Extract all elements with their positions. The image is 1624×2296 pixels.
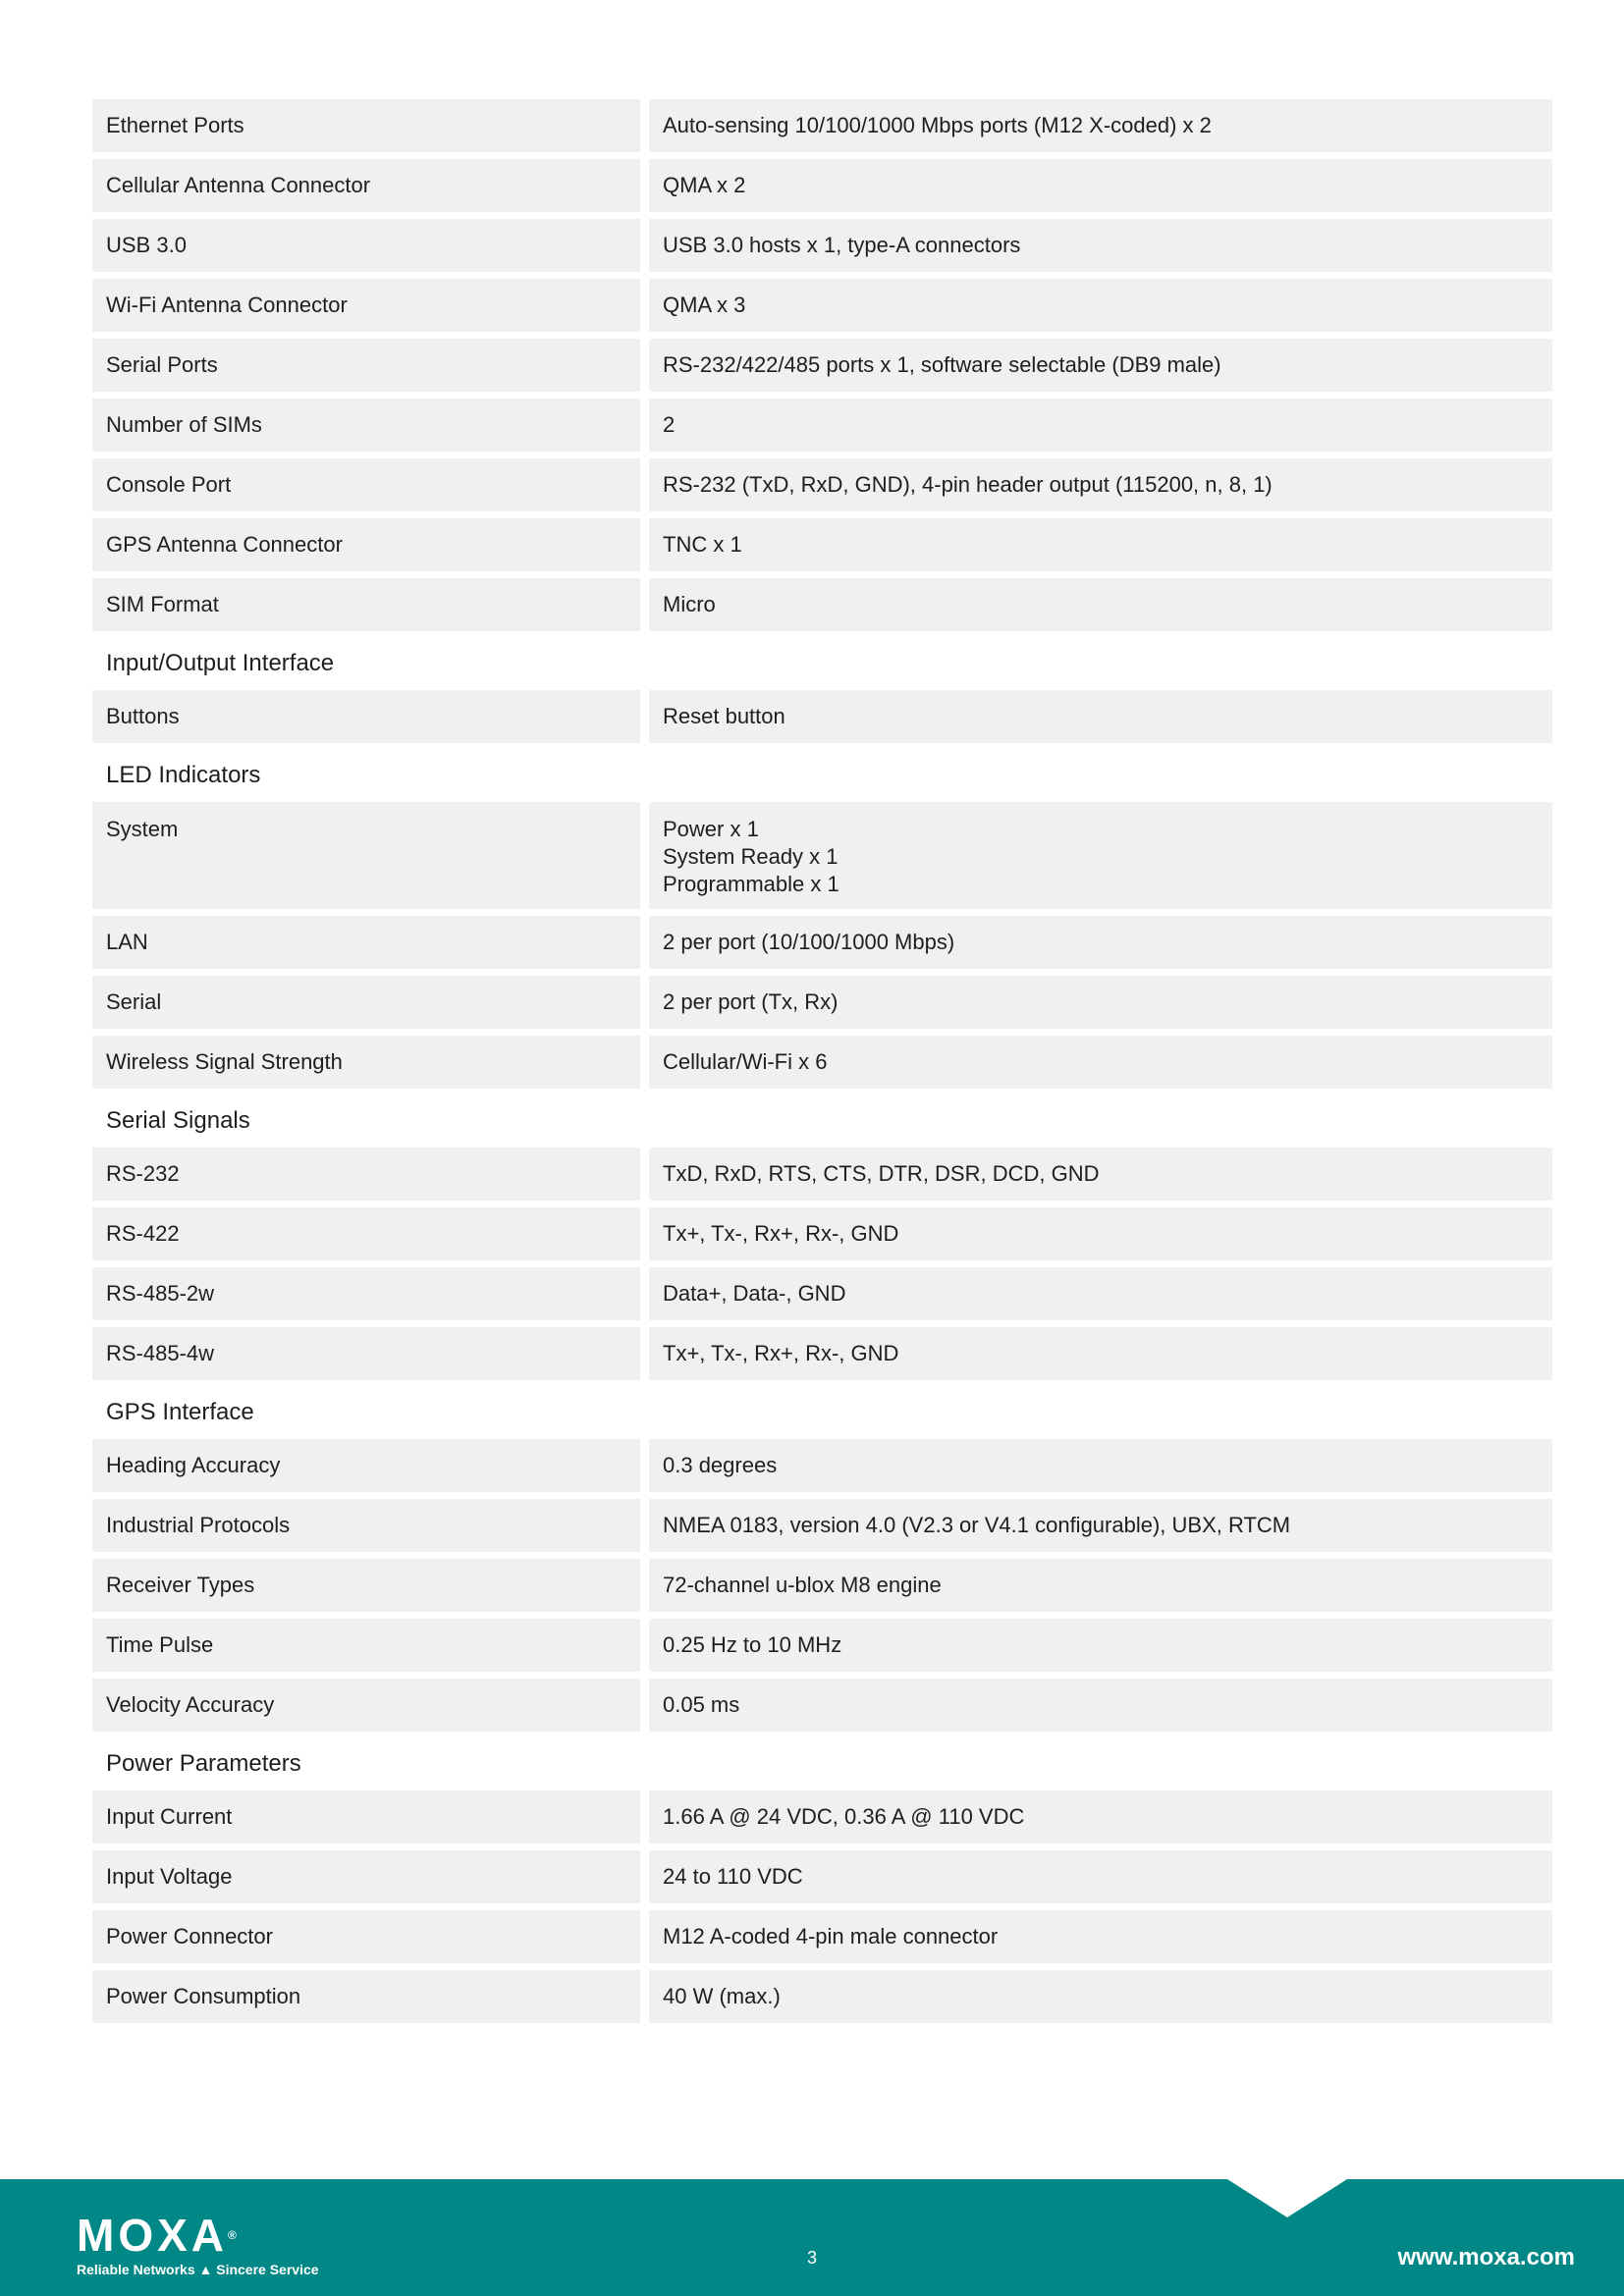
spec-row: [92, 976, 1552, 1029]
spec-row: [92, 1910, 1552, 1963]
section-heading: Power Parameters: [106, 1750, 301, 1777]
website-link[interactable]: www.moxa.com: [1397, 2244, 1575, 2270]
spec-label: RS-422: [92, 1207, 640, 1260]
spec-row: [92, 1036, 1552, 1089]
spec-value-line: USB 3.0 hosts x 1, type-A connectors: [663, 233, 1021, 257]
spec-label: Cellular Antenna Connector: [92, 159, 640, 212]
spec-row: [92, 279, 1552, 332]
spec-value-line: 72-channel u-blox M8 engine: [663, 1573, 942, 1597]
spec-value: [649, 1850, 1552, 1903]
spec-value: [649, 578, 1552, 631]
spec-label: Buttons: [92, 690, 640, 743]
spec-row: [92, 1559, 1552, 1612]
spec-row: [92, 339, 1552, 392]
spec-value: [649, 976, 1552, 1029]
spec-row: [92, 578, 1552, 631]
spec-label: SIM Format: [92, 578, 640, 631]
spec-label: Ethernet Ports: [92, 99, 640, 152]
spec-row: [92, 1148, 1552, 1201]
spec-value: [649, 916, 1552, 969]
section-heading: GPS Interface: [106, 1399, 254, 1425]
spec-value: [649, 1790, 1552, 1843]
spec-label: RS-485-2w: [92, 1267, 640, 1320]
section-heading: LED Indicators: [106, 762, 261, 788]
spec-value-line: M12 A-coded 4-pin male connector: [663, 1924, 999, 1949]
spec-value: [649, 458, 1552, 511]
spec-value-line: Data+, Data-, GND: [663, 1281, 846, 1306]
spec-value-line: 1.66 A @ 24 VDC, 0.36 A @ 110 VDC: [663, 1804, 1025, 1829]
spec-value: [649, 399, 1552, 452]
moxa-logo: [77, 2210, 319, 2277]
spec-row: [92, 690, 1552, 743]
spec-value: [649, 690, 1552, 743]
section-heading: Serial Signals: [106, 1107, 250, 1134]
spec-value: [649, 1970, 1552, 2023]
spec-label: Receiver Types: [92, 1559, 640, 1612]
spec-row: [92, 1619, 1552, 1672]
spec-value: [649, 1499, 1552, 1552]
spec-label: Input Current: [92, 1790, 640, 1843]
spec-value: [649, 1327, 1552, 1380]
spec-value: [649, 1619, 1552, 1672]
spec-label: Wireless Signal Strength: [92, 1036, 640, 1089]
spec-row: [92, 1207, 1552, 1260]
spec-value-line: 0.05 ms: [663, 1692, 740, 1717]
footer-notch: [1227, 2179, 1347, 2217]
spec-label: System: [92, 802, 640, 909]
footer: [0, 2179, 1624, 2296]
spec-value-line: Micro: [663, 592, 716, 616]
spec-value-line: 40 W (max.): [663, 1984, 781, 2008]
spec-value-line: Tx+, Tx-, Rx+, Rx-, GND: [663, 1221, 899, 1246]
spec-value-line: RS-232 (TxD, RxD, GND), 4-pin header output (115200, n, 8, 1): [663, 472, 1272, 497]
spec-value-line: Auto-sensing 10/100/1000 Mbps ports (M12 X-coded) x 2: [663, 113, 1212, 137]
spec-value-line: TxD, RxD, RTS, CTS, DTR, DSR, DCD, GND: [663, 1161, 1100, 1186]
spec-label: Input Voltage: [92, 1850, 640, 1903]
spec-value: [649, 1267, 1552, 1320]
spec-label: Time Pulse: [92, 1619, 640, 1672]
spec-value-line: Tx+, Tx-, Rx+, Rx-, GND: [663, 1341, 899, 1365]
spec-row: [92, 1790, 1552, 1843]
section-heading: Input/Output Interface: [106, 650, 335, 676]
spec-value-line: 2 per port (Tx, Rx): [663, 989, 839, 1014]
spec-value-line: 2: [663, 412, 676, 437]
spec-value-line: RS-232/422/485 ports x 1, software selectable (DB9 male): [663, 352, 1221, 377]
spec-value-line: System Ready x 1: [663, 844, 839, 869]
spec-row: [92, 916, 1552, 969]
spec-row: [92, 219, 1552, 272]
spec-label: Heading Accuracy: [92, 1439, 640, 1492]
spec-row: [92, 1850, 1552, 1903]
spec-value-line: NMEA 0183, version 4.0 (V2.3 or V4.1 configurable), UBX, RTCM: [663, 1513, 1291, 1537]
spec-value-line: QMA x 3: [663, 293, 746, 317]
spec-value-line: 0.25 Hz to 10 MHz: [663, 1632, 842, 1657]
spec-row: [92, 1439, 1552, 1492]
spec-label: RS-232: [92, 1148, 640, 1201]
spec-value: [649, 1148, 1552, 1201]
spec-label: Number of SIMs: [92, 399, 640, 452]
spec-value: [649, 1439, 1552, 1492]
spec-value-line: Reset button: [663, 704, 785, 728]
registered-mark: ®: [228, 2228, 241, 2242]
spec-value: [649, 1207, 1552, 1260]
spec-value: [649, 279, 1552, 332]
logo-text: MOXA: [77, 2210, 228, 2261]
spec-label: Wi-Fi Antenna Connector: [92, 279, 640, 332]
spec-value-line: Power x 1: [663, 817, 759, 841]
spec-value-line: 24 to 110 VDC: [663, 1864, 803, 1889]
spec-label: Console Port: [92, 458, 640, 511]
spec-value: [649, 1679, 1552, 1732]
spec-value: [649, 159, 1552, 212]
spec-row: [92, 1327, 1552, 1380]
spec-value: [649, 219, 1552, 272]
spec-value: [649, 802, 1552, 909]
spec-value: [649, 1910, 1552, 1963]
spec-value: [649, 1036, 1552, 1089]
spec-label: Velocity Accuracy: [92, 1679, 640, 1732]
spec-value-line: Programmable x 1: [663, 872, 839, 896]
spec-value-line: Cellular/Wi-Fi x 6: [663, 1049, 828, 1074]
page-number: 3: [807, 2248, 818, 2268]
spec-value: [649, 518, 1552, 571]
spec-label: LAN: [92, 916, 640, 969]
spec-row: [92, 1267, 1552, 1320]
spec-row: [92, 1970, 1552, 2023]
spec-label: Serial Ports: [92, 339, 640, 392]
spec-label: USB 3.0: [92, 219, 640, 272]
spec-label: Serial: [92, 976, 640, 1029]
spec-row: [92, 99, 1552, 152]
spec-label: Industrial Protocols: [92, 1499, 640, 1552]
spec-value-line: 2 per port (10/100/1000 Mbps): [663, 930, 955, 954]
spec-label: Power Connector: [92, 1910, 640, 1963]
spec-row: [92, 1679, 1552, 1732]
spec-value: [649, 99, 1552, 152]
spec-value-line: TNC x 1: [663, 532, 742, 557]
spec-label: GPS Antenna Connector: [92, 518, 640, 571]
spec-row: [92, 802, 1552, 909]
spec-table: [92, 99, 1552, 2030]
spec-row: [92, 1499, 1552, 1552]
spec-value-line: 0.3 degrees: [663, 1453, 778, 1477]
spec-label: Power Consumption: [92, 1970, 640, 2023]
spec-row: [92, 399, 1552, 452]
spec-row: [92, 159, 1552, 212]
spec-row: [92, 458, 1552, 511]
spec-row: [92, 518, 1552, 571]
tagline: Reliable Networks ▲ Sincere Service: [77, 2262, 319, 2277]
spec-label: RS-485-4w: [92, 1327, 640, 1380]
spec-value: [649, 1559, 1552, 1612]
spec-value-line: QMA x 2: [663, 173, 746, 197]
spec-value: [649, 339, 1552, 392]
